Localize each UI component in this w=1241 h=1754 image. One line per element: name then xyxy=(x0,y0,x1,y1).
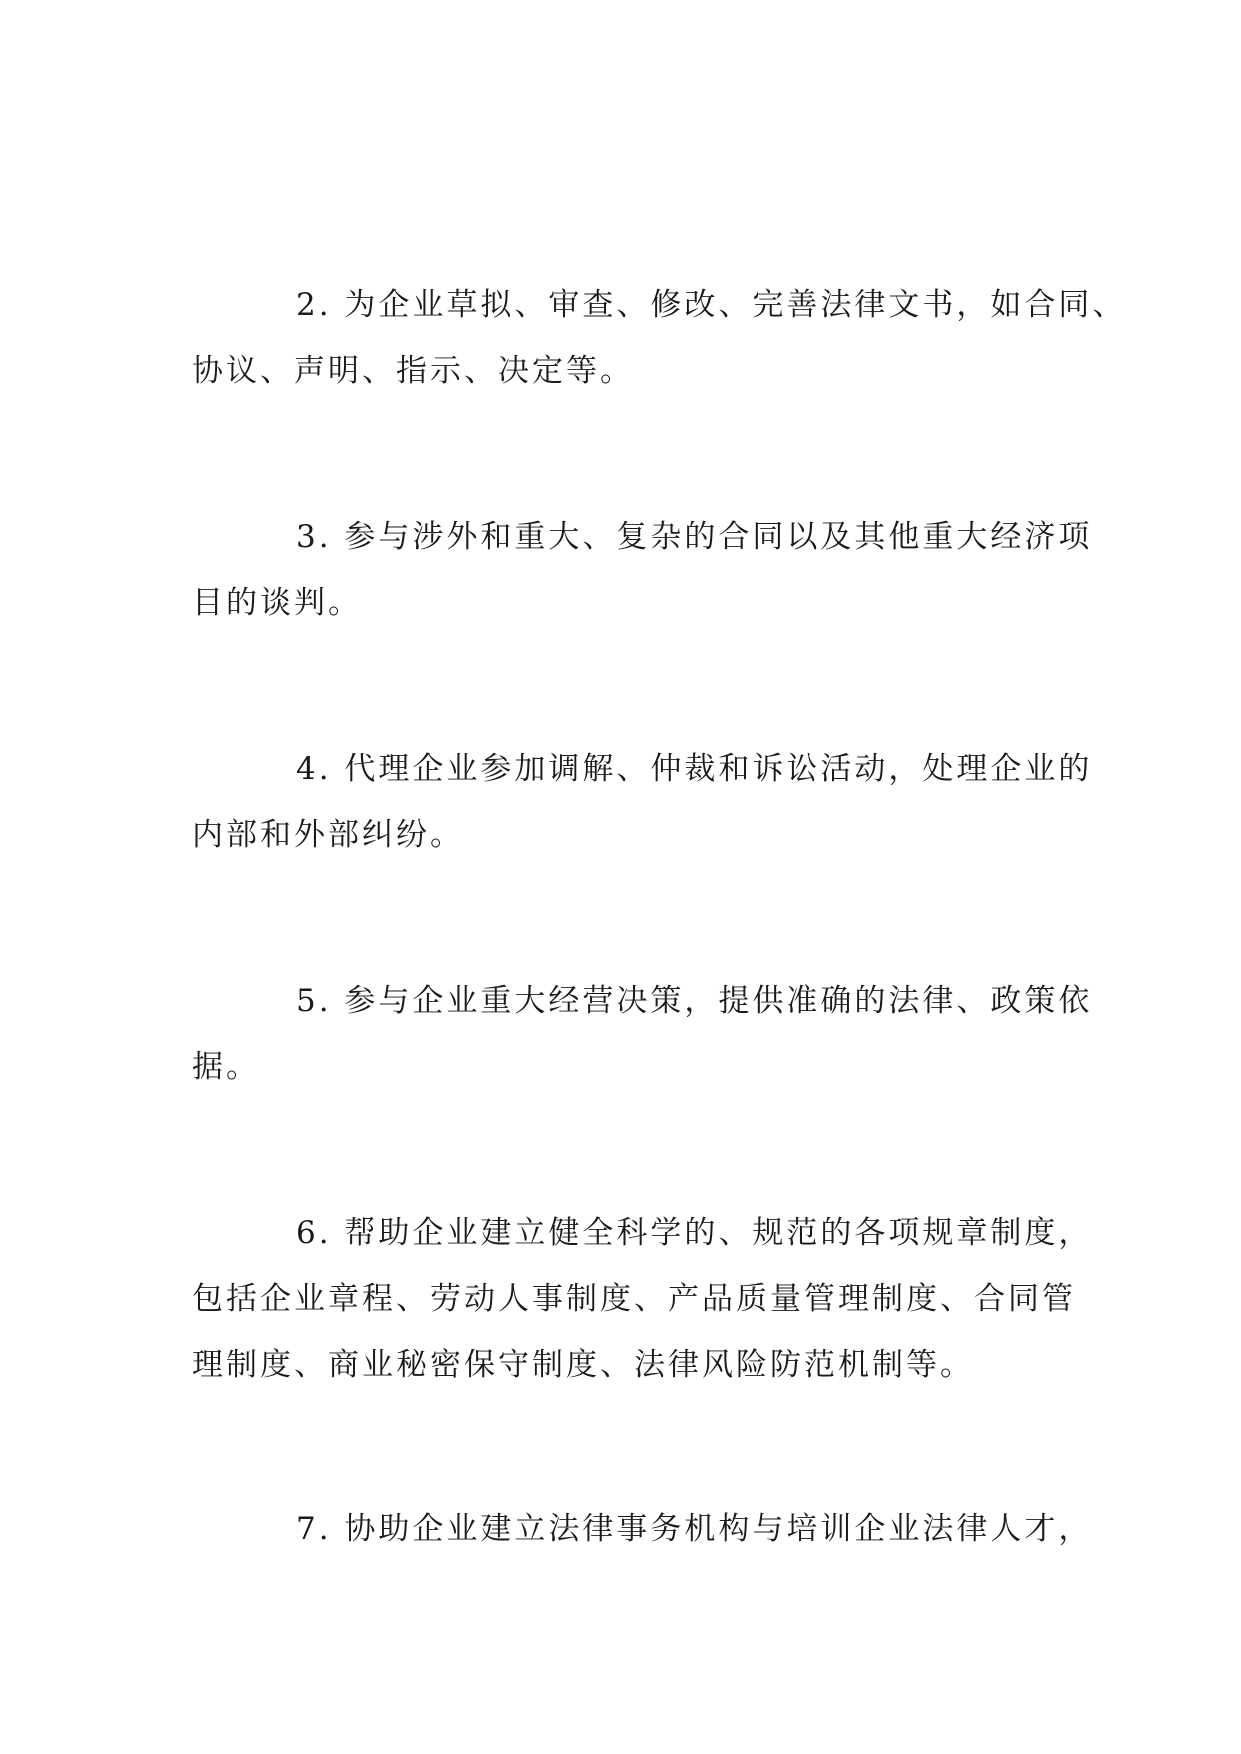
paragraph-line: 内部和外部纠纷。 xyxy=(192,817,464,853)
paragraph-item-2 xyxy=(192,272,1127,404)
paragraph-line: 目的谈判。 xyxy=(192,585,362,621)
paragraph-item-5 xyxy=(192,968,1093,1100)
paragraph-line: 4. 代理企业参加调解、仲裁和诉讼活动，处理企业的 xyxy=(296,751,1093,787)
paragraph-line: 协议、声明、指示、决定等。 xyxy=(192,353,634,389)
paragraph-line: 6. 帮助企业建立健全科学的、规范的各项规章制度， xyxy=(296,1215,1093,1251)
paragraph-line: 理制度、商业秘密保守制度、法律风险防范机制等。 xyxy=(192,1347,974,1383)
paragraph-line: 3. 参与涉外和重大、复杂的合同以及其他重大经济项 xyxy=(296,519,1093,555)
paragraph-line: 据。 xyxy=(192,1049,260,1085)
paragraph-line: 包括企业章程、劳动人事制度、产品质量管理制度、合同管 xyxy=(192,1281,1076,1317)
paragraph-item-4 xyxy=(192,736,1093,868)
paragraph-item-6 xyxy=(192,1200,1093,1398)
paragraph-line: 5. 参与企业重大经营决策，提供准确的法律、政策依 xyxy=(296,983,1093,1019)
paragraph-item-3 xyxy=(192,504,1093,636)
paragraph-item-7 xyxy=(192,1496,1093,1562)
paragraph-line: 2. 为企业草拟、审查、修改、完善法律文书，如合同、 xyxy=(296,287,1127,323)
paragraph-line: 7. 协助企业建立法律事务机构与培训企业法律人才， xyxy=(296,1511,1093,1547)
